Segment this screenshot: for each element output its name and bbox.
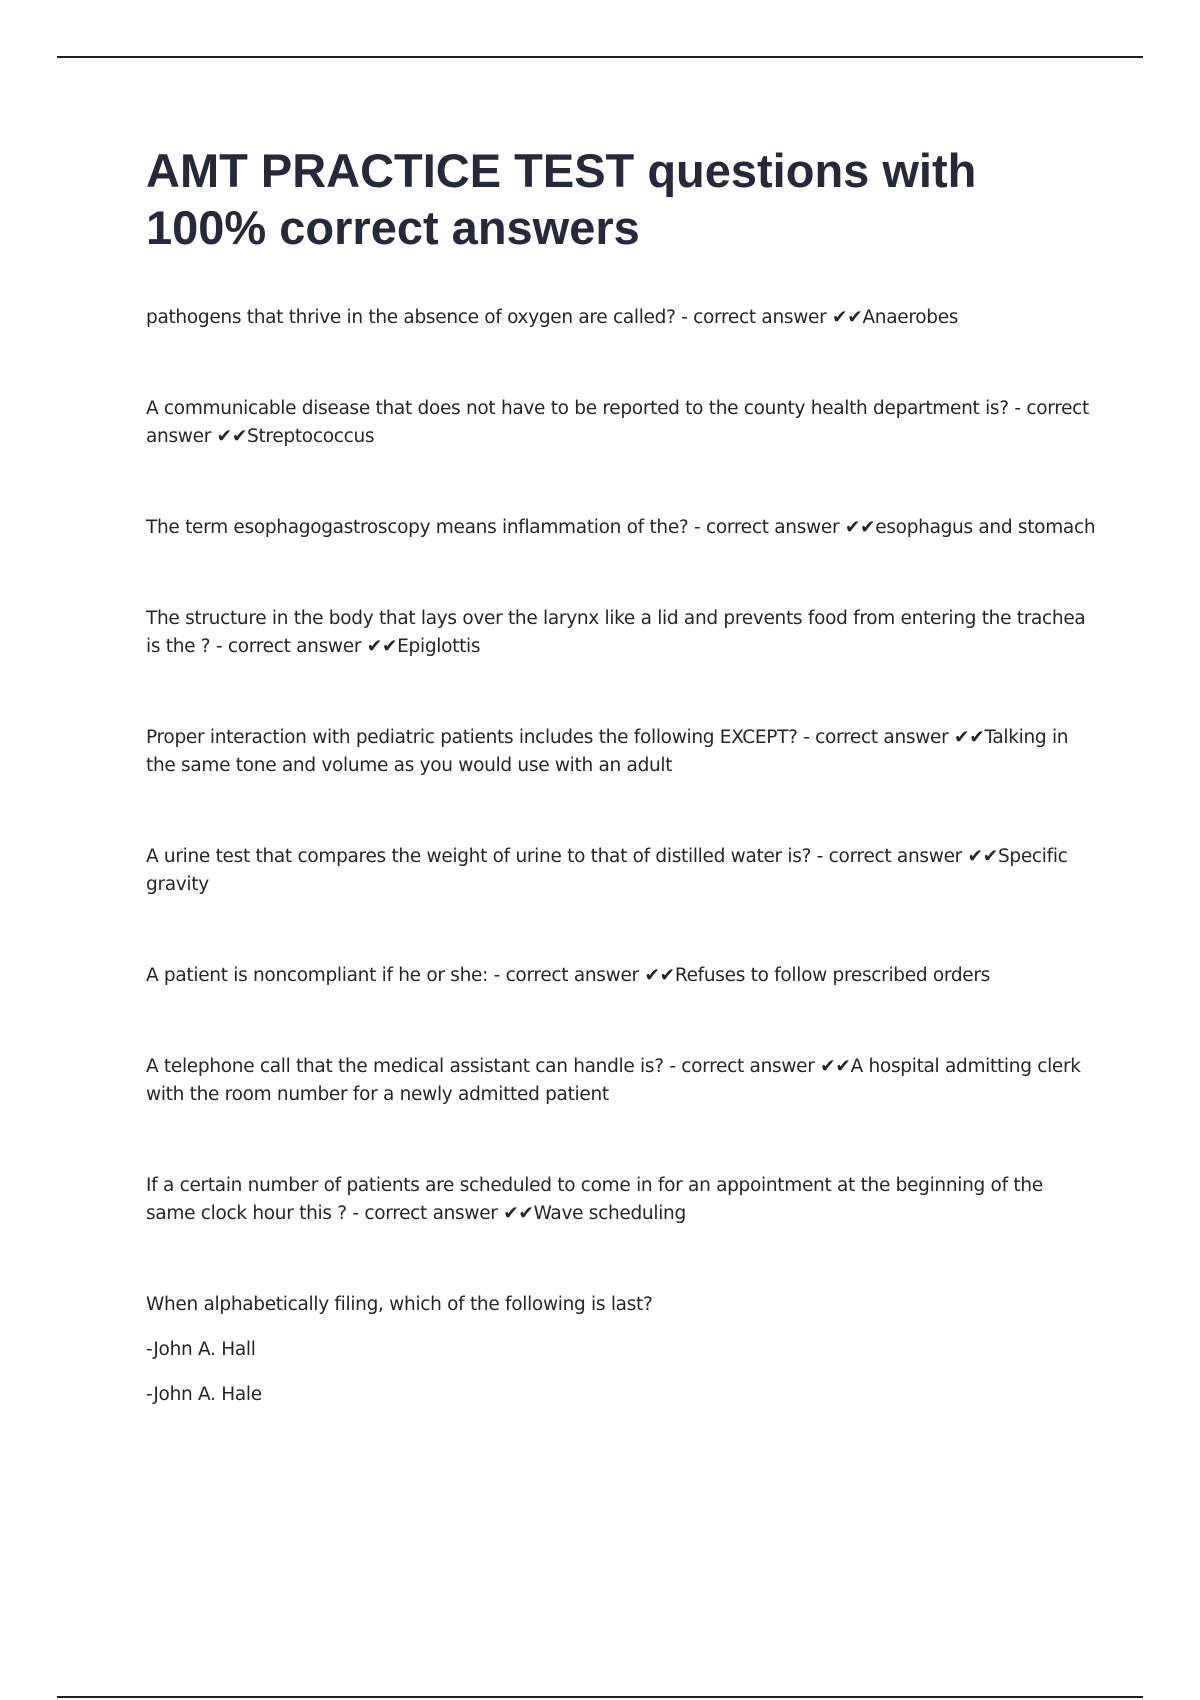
answer-prefix: - correct answer bbox=[493, 965, 639, 986]
question-text: The structure in the body that lays over the larynx like a lid and prevents food from entering the trachea is the ? bbox=[146, 608, 1086, 657]
answer-text: Anaerobes bbox=[862, 307, 959, 328]
check-marks-icon: ✔✔ bbox=[967, 846, 998, 867]
qa-item bbox=[146, 605, 1096, 661]
answer-text: Talking in the same tone and volume as you would use with an adult bbox=[146, 727, 1069, 776]
check-marks-icon: ✔✔ bbox=[503, 1203, 534, 1224]
footer-rule bbox=[57, 1696, 1143, 1698]
check-marks-icon: ✔✔ bbox=[832, 307, 863, 328]
check-marks-icon: ✔✔ bbox=[954, 727, 985, 748]
check-marks-icon: ✔✔ bbox=[216, 426, 248, 447]
qa-item bbox=[146, 843, 1096, 899]
question-text: A urine test that compares the weight of urine to that of distilled water is? bbox=[146, 846, 812, 867]
question-text: A patient is noncompliant if he or she: bbox=[146, 965, 489, 986]
answer-text: Specific gravity bbox=[146, 846, 1068, 895]
check-marks-icon: ✔✔ bbox=[644, 965, 675, 986]
answer-prefix: - correct answer bbox=[215, 636, 362, 657]
qa-item bbox=[146, 395, 1096, 451]
answer-prefix: - correct answer bbox=[694, 517, 840, 538]
answer-text: A hospital admitting clerk with the room number for a newly admitted patient bbox=[146, 1056, 1081, 1105]
check-marks-icon: ✔✔ bbox=[820, 1056, 851, 1077]
answer-text: Refuses to follow prescribed orders bbox=[674, 965, 991, 986]
check-marks-icon: ✔✔ bbox=[366, 636, 398, 657]
qa-item bbox=[146, 962, 1096, 990]
qa-item bbox=[146, 1172, 1096, 1228]
answer-text: esophagus and stomach bbox=[875, 517, 1096, 538]
document-body bbox=[146, 142, 1096, 1409]
open-question-text: When alphabetically filing, which of the following is last? bbox=[146, 1294, 653, 1315]
answer-prefix: - correct answer bbox=[681, 307, 827, 328]
question-text: If a certain number of patients are scheduled to come in for an appointment at the beginning of the same clock hour this ? bbox=[146, 1175, 1043, 1224]
answer-option: -John A. Hall bbox=[146, 1339, 256, 1360]
question-text: Proper interaction with pediatric patients includes the following EXCEPT? bbox=[146, 727, 798, 748]
check-marks-icon: ✔✔ bbox=[844, 517, 876, 538]
question-text: A telephone call that the medical assistant can handle is? bbox=[146, 1056, 664, 1077]
answer-prefix: - correct answer bbox=[803, 727, 949, 748]
qa-list bbox=[146, 304, 1096, 1228]
question-text: The term esophagogastroscopy means inflammation of the? bbox=[146, 517, 689, 538]
answer-prefix: - correct answer bbox=[669, 1056, 815, 1077]
qa-item bbox=[146, 724, 1096, 780]
answer-prefix: - correct answer bbox=[816, 846, 962, 867]
answer-text: Streptococcus bbox=[247, 426, 375, 447]
header-rule bbox=[57, 56, 1143, 58]
qa-item bbox=[146, 304, 1096, 332]
answer-option: -John A. Hale bbox=[146, 1384, 262, 1405]
answer-text: Wave scheduling bbox=[533, 1203, 686, 1224]
question-text: pathogens that thrive in the absence of oxygen are called? bbox=[146, 307, 676, 328]
document-title: AMT PRACTICE TEST questions with 100% correct answers bbox=[146, 144, 977, 254]
question-text: A communicable disease that does not have to be reported to the county health department is? bbox=[146, 398, 1009, 419]
qa-item bbox=[146, 1053, 1096, 1109]
answer-prefix: - correct answer bbox=[146, 398, 1090, 447]
answer-prefix: - correct answer bbox=[352, 1203, 498, 1224]
answer-text: Epiglottis bbox=[397, 636, 481, 657]
qa-item bbox=[146, 514, 1096, 542]
